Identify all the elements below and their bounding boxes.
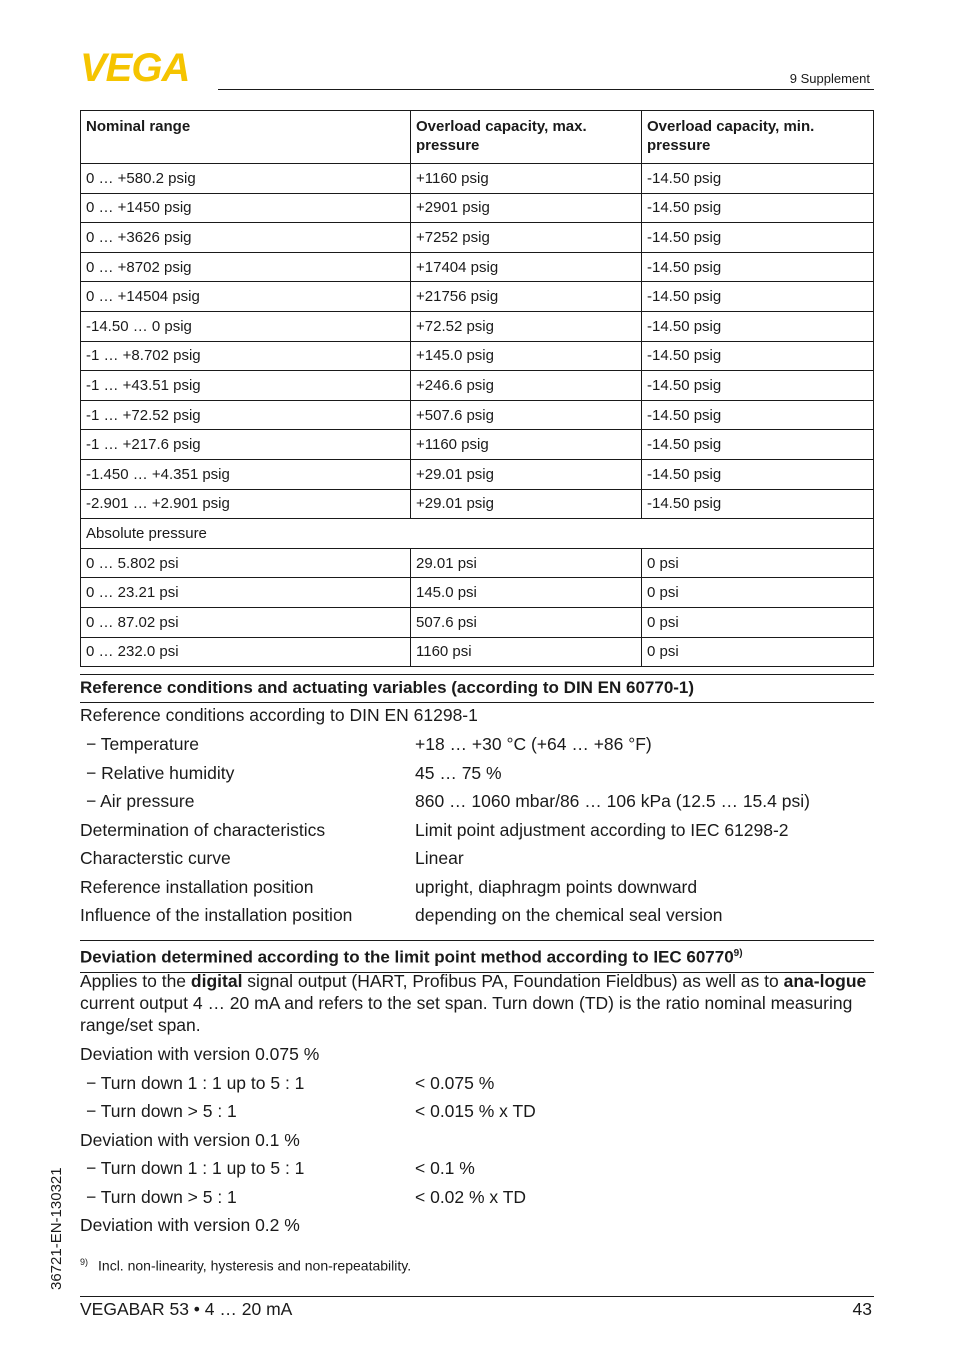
deviation-section-title: Deviation determined according to the limit point method according to IEC 60770$^{9)}$ bbox=[80, 940, 874, 973]
table-cell: 0 … +3626 psig bbox=[81, 223, 411, 253]
footer-divider bbox=[80, 1296, 874, 1297]
table-row bbox=[81, 489, 874, 519]
spec-value: < 0.075 % bbox=[415, 1072, 495, 1093]
table-cell: -14.50 psig bbox=[642, 193, 874, 223]
table-cell: 145.0 psi bbox=[411, 578, 642, 608]
table-row bbox=[81, 430, 874, 460]
absolute-pressure-label: Absolute pressure bbox=[81, 519, 874, 549]
table-cell: 0 … 5.802 psi bbox=[81, 548, 411, 578]
footer-product: VEGABAR 53 • 4 … 20 mA bbox=[80, 1299, 293, 1319]
spec-label: Deviation with version 0.1 % bbox=[80, 1129, 300, 1150]
table-cell: +29.01 psig bbox=[411, 459, 642, 489]
spec-row bbox=[80, 1214, 300, 1236]
reference-section-title: Reference conditions and actuating variables (according to DIN EN 60770-1) bbox=[80, 674, 874, 703]
table-cell: -14.50 psig bbox=[642, 341, 874, 371]
page-number: 43 bbox=[852, 1299, 872, 1319]
footnote-ref: 9) bbox=[733, 948, 743, 959]
table-cell: +29.01 psig bbox=[411, 489, 642, 519]
footnote-text: Incl. non-linearity, hysteresis and non-repeatability. bbox=[98, 1257, 412, 1274]
table-cell: 0 psi bbox=[642, 578, 874, 608]
table-cell: 0 psi bbox=[642, 607, 874, 637]
table-row bbox=[81, 637, 874, 667]
table-row bbox=[81, 578, 874, 608]
table-cell: 0 … +8702 psig bbox=[81, 252, 411, 282]
spec-value: Linear bbox=[415, 848, 464, 868]
table-cell: 29.01 psi bbox=[411, 548, 642, 578]
table-cell: -14.50 psig bbox=[642, 459, 874, 489]
spec-label: Deviation with version 0.2 % bbox=[80, 1215, 300, 1235]
table-section-row bbox=[81, 519, 874, 549]
spec-label: − Turn down > 5 : 1 bbox=[86, 1101, 237, 1121]
table-cell: +21756 psig bbox=[411, 282, 642, 312]
header-cell: Overload capacity, max. pressure bbox=[411, 111, 642, 164]
spec-row bbox=[80, 1186, 527, 1208]
table-cell: -14.50 psig bbox=[642, 371, 874, 401]
table-row bbox=[81, 311, 874, 341]
table-cell: -14.50 psig bbox=[642, 430, 874, 460]
table-cell: 0 psi bbox=[642, 637, 874, 667]
table-cell: +1160 psig bbox=[411, 164, 642, 194]
header-divider bbox=[218, 89, 874, 90]
overload-table bbox=[80, 110, 874, 667]
table-cell: -2.901 … +2.901 psig bbox=[81, 489, 411, 519]
spec-label: Influence of the installation position bbox=[80, 905, 353, 925]
table-cell: -14.50 psig bbox=[642, 400, 874, 430]
footnote bbox=[80, 1257, 411, 1274]
spec-row bbox=[80, 1157, 475, 1179]
table-cell: 0 … +580.2 psig bbox=[81, 164, 411, 194]
spec-value: 860 … 1060 mbar/86 … 106 kPa (12.5 … 15.4 psi) bbox=[415, 791, 810, 811]
header-cell: Overload capacity, min. pressure bbox=[642, 111, 874, 164]
spec-label: − Temperature bbox=[86, 734, 200, 754]
spec-label: Determination of characteristics bbox=[80, 819, 326, 840]
spec-label: Deviation with version 0.075 % bbox=[80, 1044, 320, 1064]
spec-value: +18 … +30 °C (+64 … +86 °F) bbox=[415, 734, 652, 754]
spec-row bbox=[80, 1129, 300, 1151]
table-cell: 0 … +1450 psig bbox=[81, 193, 411, 223]
table-row bbox=[81, 341, 874, 371]
spec-label: − Relative humidity bbox=[86, 762, 235, 783]
document-number: 36721-EN-130321 bbox=[48, 1167, 65, 1290]
table-cell: -14.50 psig bbox=[642, 223, 874, 253]
table-row bbox=[81, 400, 874, 430]
spec-value: < 0.1 % bbox=[415, 1158, 475, 1178]
table-cell: -14.50 psig bbox=[642, 489, 874, 519]
spec-value: < 0.02 % x TD bbox=[415, 1186, 527, 1207]
table-cell: -1 … +217.6 psig bbox=[81, 430, 411, 460]
deviation-description: Applies to the digital signal output (HART, Profibus PA, Foundation Fieldbus) as well as to ana-logue current output 4 … 20 mA and refers to the set span. Turn down (TD) is the ratio nominal measuring range/set span. bbox=[80, 971, 867, 1035]
spec-value: < 0.015 % x TD bbox=[415, 1101, 536, 1121]
table-cell: -14.50 psig bbox=[642, 252, 874, 282]
table-cell: +17404 psig bbox=[411, 252, 642, 282]
spec-label: − Turn down > 5 : 1 bbox=[86, 1186, 237, 1207]
spec-row bbox=[80, 762, 502, 784]
table-cell: -1 … +43.51 psig bbox=[81, 371, 411, 401]
table-cell: +72.52 psig bbox=[411, 311, 642, 341]
table-row bbox=[81, 282, 874, 312]
spec-label: − Turn down 1 : 1 up to 5 : 1 bbox=[86, 1158, 305, 1178]
table-cell: +1160 psig bbox=[411, 430, 642, 460]
table-cell: 0 … 23.21 psi bbox=[81, 578, 411, 608]
footnote-marker: 9) bbox=[80, 1257, 89, 1267]
spec-value: 45 … 75 % bbox=[415, 762, 502, 783]
table-row bbox=[81, 252, 874, 282]
spec-value: upright, diaphragm points downward bbox=[415, 876, 698, 897]
spec-row bbox=[80, 733, 652, 755]
spec-row bbox=[80, 904, 723, 926]
table-cell: -14.50 psig bbox=[642, 164, 874, 194]
table-header-row bbox=[81, 111, 874, 164]
table-row bbox=[81, 223, 874, 253]
table-cell: +145.0 psig bbox=[411, 341, 642, 371]
table-row bbox=[81, 459, 874, 489]
spec-row bbox=[80, 819, 789, 841]
table-cell: 1160 psi bbox=[411, 637, 642, 667]
logo-text: VEGA bbox=[80, 50, 190, 84]
spec-row bbox=[80, 876, 698, 898]
table-row bbox=[81, 607, 874, 637]
spec-value: Limit point adjustment according to IEC 61298-2 bbox=[415, 819, 789, 840]
table-cell: -1 … +72.52 psig bbox=[81, 400, 411, 430]
table-cell: 0 … 232.0 psi bbox=[81, 637, 411, 667]
spec-row bbox=[80, 1072, 495, 1094]
table-cell: -14.50 psig bbox=[642, 311, 874, 341]
table-row bbox=[81, 548, 874, 578]
table-cell: +507.6 psig bbox=[411, 400, 642, 430]
table-cell: -1 … +8.702 psig bbox=[81, 341, 411, 371]
spec-label: Characterstic curve bbox=[80, 848, 231, 868]
table-cell: +7252 psig bbox=[411, 223, 642, 253]
spec-label: − Turn down 1 : 1 up to 5 : 1 bbox=[86, 1072, 305, 1093]
table-row bbox=[81, 164, 874, 194]
table-cell: 0 … 87.02 psi bbox=[81, 607, 411, 637]
spec-label: − Air pressure bbox=[86, 791, 195, 811]
header-cell: Nominal range bbox=[81, 111, 411, 164]
section-label: 9 Supplement bbox=[789, 71, 870, 86]
table-cell: 0 psi bbox=[642, 548, 874, 578]
reference-intro: Reference conditions according to DIN EN 61298-1 bbox=[80, 705, 478, 725]
table-row bbox=[81, 193, 874, 223]
spec-row bbox=[80, 847, 464, 869]
table-cell: +246.6 psig bbox=[411, 371, 642, 401]
table-cell: -14.50 psig bbox=[642, 282, 874, 312]
spec-row bbox=[80, 1043, 319, 1065]
spec-label: Reference installation position bbox=[80, 876, 314, 897]
spec-row bbox=[80, 1100, 536, 1122]
table-cell: 507.6 psi bbox=[411, 607, 642, 637]
table-cell: +2901 psig bbox=[411, 193, 642, 223]
table-cell: -1.450 … +4.351 psig bbox=[81, 459, 411, 489]
table-cell: 0 … +14504 psig bbox=[81, 282, 411, 312]
vega-logo bbox=[80, 50, 212, 84]
spec-value: depending on the chemical seal version bbox=[415, 905, 723, 925]
spec-row bbox=[80, 790, 810, 812]
table-row bbox=[81, 371, 874, 401]
table-cell: -14.50 … 0 psig bbox=[81, 311, 411, 341]
